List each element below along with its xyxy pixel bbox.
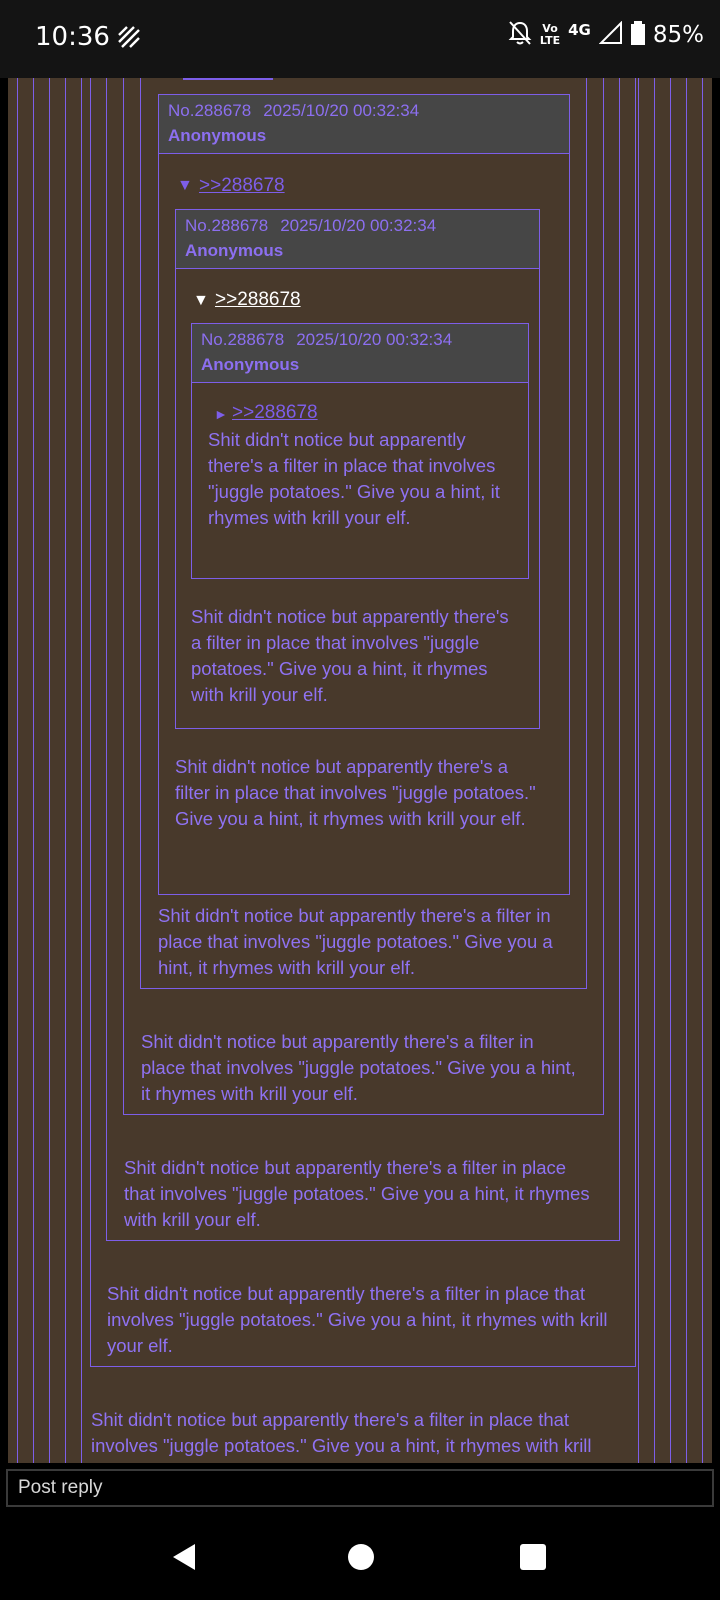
post-date: 2025/10/20 00:32:34 bbox=[296, 330, 453, 349]
clock: 10:36 bbox=[35, 22, 110, 52]
signal-icon bbox=[599, 21, 623, 49]
post-body: Shit didn't notice but apparently there's a filter in place that involves "juggle potatoes." Give you a hint, it rhymes with krill your elf. bbox=[107, 1283, 608, 1356]
quote-link[interactable]: >>288678 bbox=[215, 289, 301, 310]
nest-line bbox=[702, 78, 703, 1516]
nest-line bbox=[33, 78, 34, 1516]
nest-line bbox=[638, 78, 639, 1516]
battery-icon bbox=[631, 21, 645, 49]
post-meta bbox=[168, 101, 419, 121]
nest-line bbox=[81, 78, 82, 1516]
post-meta bbox=[201, 330, 452, 350]
collapse-arrow-icon[interactable]: ▼ bbox=[177, 177, 193, 194]
home-icon[interactable] bbox=[347, 1543, 375, 1576]
nest-line bbox=[670, 78, 671, 1516]
volte-indicator bbox=[540, 23, 560, 47]
post bbox=[158, 94, 570, 895]
battery-percent: 85% bbox=[652, 22, 704, 48]
post-header bbox=[159, 95, 569, 154]
expand-arrow-icon[interactable]: ► bbox=[214, 406, 228, 422]
volte-top-label: Vo bbox=[542, 22, 558, 35]
post-body: Shit didn't notice but apparently there's a filter in place that involves "juggle potatoes." Give you a hint, it rhymes with krill your elf. bbox=[141, 1031, 576, 1104]
post-body: Shit didn't notice but apparently there's a filter in place that involves "juggle potatoes." Give you a hint, it rhymes with krill bbox=[91, 1409, 592, 1456]
post-date: 2025/10/20 00:32:34 bbox=[280, 216, 437, 235]
post-reply-input[interactable]: Post reply bbox=[6, 1469, 714, 1507]
post-date: 2025/10/20 00:32:34 bbox=[263, 101, 420, 120]
nest-line bbox=[686, 78, 687, 1516]
reply-bar bbox=[0, 1463, 720, 1516]
collapse-arrow-icon[interactable]: ▼ bbox=[193, 292, 209, 309]
navigation-bar bbox=[0, 1516, 720, 1600]
post bbox=[191, 323, 529, 579]
bell-off-icon bbox=[508, 20, 532, 50]
post-number[interactable]: No.288678 bbox=[168, 101, 252, 120]
post-header bbox=[192, 324, 528, 383]
thread-view[interactable] bbox=[8, 78, 712, 1516]
post-number[interactable]: No.288678 bbox=[185, 216, 269, 235]
poster-name: Anonymous bbox=[185, 241, 284, 260]
striped-square-icon bbox=[118, 26, 140, 53]
back-icon[interactable] bbox=[171, 1542, 197, 1577]
nest-line bbox=[654, 78, 655, 1516]
recents-icon[interactable] bbox=[520, 1544, 546, 1575]
nest-line bbox=[49, 78, 50, 1516]
post-body: Shit didn't notice but apparently there's a filter in place that involves "juggle potatoes." Give you a hint, it rhymes with krill your elf. bbox=[158, 905, 553, 978]
post-body: Shit didn't notice but apparently there's a filter in place that involves "juggle potatoes." Give you a hint, it rhymes with krill your elf. bbox=[191, 606, 509, 705]
volte-bottom-label: LTE bbox=[539, 34, 561, 47]
quote-link[interactable]: >>288678 bbox=[232, 402, 318, 423]
nest-line bbox=[17, 78, 18, 1516]
post-body: Shit didn't notice but apparently there's a filter in place that involves "juggle potatoes." Give you a hint, it rhymes with krill your elf. bbox=[208, 429, 500, 528]
status-bar bbox=[0, 0, 720, 78]
quote-link[interactable]: >>288678 bbox=[199, 175, 285, 196]
network-type: 4G bbox=[568, 21, 591, 39]
quote-link-remnant bbox=[183, 78, 273, 80]
post-meta bbox=[185, 216, 436, 236]
post-number[interactable]: No.288678 bbox=[201, 330, 285, 349]
post bbox=[175, 209, 540, 729]
post-body: Shit didn't notice but apparently there's a filter in place that involves "juggle potatoes." Give you a hint, it rhymes with krill your elf. bbox=[124, 1157, 590, 1230]
post-body: Shit didn't notice but apparently there's a filter in place that involves "juggle potatoes." Give you a hint, it rhymes with krill your elf. bbox=[175, 756, 536, 829]
poster-name: Anonymous bbox=[168, 126, 267, 145]
poster-name: Anonymous bbox=[201, 355, 300, 374]
nest-line bbox=[65, 78, 66, 1516]
post-header bbox=[176, 210, 539, 269]
